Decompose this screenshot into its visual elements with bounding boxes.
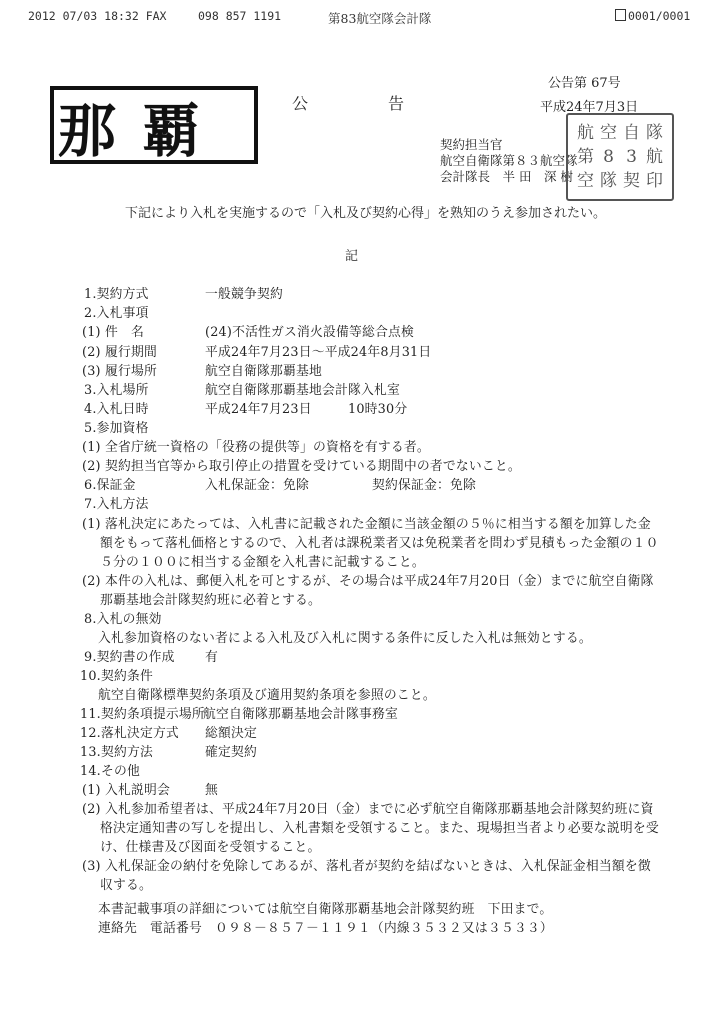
- footer-contact-note: 本書記載事項の詳細については航空自衛隊那覇基地会計隊契約班 下田まで。: [98, 902, 553, 917]
- fax-number: 098 857 1191: [198, 9, 282, 23]
- item-5-label: 5.参加資格: [84, 421, 149, 436]
- item-6-label: 6.保証金: [84, 478, 136, 493]
- intro-text: 下記により入札を実施するので「入札及び契約心得」を熟知のうえ参加されたい。: [125, 206, 607, 221]
- item-10-text: 航空自衛隊標準契約条項及び適用契約条項を参照のこと。: [98, 688, 436, 703]
- item-2-label: 2.入札事項: [84, 306, 149, 321]
- item-14-3-line-1: (3) 入札保証金の納付を免除してあるが、落札者が契約を結ばないときは、入札保証金相当額を徴: [82, 859, 651, 874]
- item-12-label: 12.落札決定方式: [80, 726, 179, 741]
- item-3-label: 3.入札場所: [84, 383, 149, 398]
- item-7-label: 7.入札方法: [84, 497, 149, 512]
- footer-phone: 連絡先 電話番号 ０９８－８５７－１１９１（内線３５３２又は３５３３）: [98, 921, 553, 936]
- item-14-3-line-2: 収する。: [100, 878, 152, 893]
- item-8-text: 入札参加資格のない者による入札及び入札に関する条件に反した入札は無効とする。: [98, 631, 592, 646]
- item-14-2-line-3: け、仕様書及び図面を受領すること。: [100, 840, 321, 855]
- item-1-value: 一般競争契約: [205, 287, 283, 302]
- item-5-2: (2) 契約担当官等から取引停止の措置を受けている期間中の者でないこと。: [82, 459, 521, 474]
- official-title: 契約担当官: [440, 137, 503, 152]
- item-14-2-line-1: (2) 入札参加希望者は、平成24年7月20日（金）までに必ず航空自衛隊那覇基地会計隊契約班に資: [82, 802, 654, 817]
- item-4-date: 平成24年7月23日: [205, 402, 312, 417]
- item-7-1-line-3: ５分の１００に相当する金額を入札書に記載すること。: [100, 555, 425, 570]
- item-12-value: 総額決定: [205, 726, 257, 741]
- notice-title-left: 公: [292, 94, 309, 113]
- seal-char: 空: [577, 171, 594, 191]
- seal-char: 航: [646, 147, 663, 167]
- item-11-value: 航空自衛隊那覇基地会計隊事務室: [203, 707, 398, 722]
- item-1-label: 1.契約方式: [84, 287, 149, 302]
- seal-char: 印: [646, 171, 663, 191]
- seal-char: 第: [577, 147, 594, 167]
- item-14-1-label: (1) 入札説明会: [82, 783, 170, 798]
- item-4-time: 10時30分: [348, 402, 408, 417]
- official-unit: 航空自衛隊第８３航空隊: [440, 153, 578, 168]
- seal-char: 8: [603, 147, 614, 167]
- notice-title-right: 告: [388, 94, 405, 113]
- fax-sender: 第83航空隊会計隊: [328, 11, 432, 26]
- fax-datetime: 2012 07/03 18:32 FAX: [28, 9, 167, 23]
- item-2-1-value: (24)不活性ガス消火設備等総合点検: [205, 325, 415, 340]
- seal-char: 隊: [646, 123, 663, 143]
- official-seal-characters: [574, 121, 666, 193]
- notice-number: 公告第 67号: [548, 76, 621, 91]
- ki-heading: 記: [345, 249, 359, 264]
- fax-page-number: 0001/0001: [628, 9, 691, 23]
- item-9-value: 有: [205, 650, 218, 665]
- item-7-1-line-2: 額をもって落札価格とするので、入札者は課税業者又は免税業者を問わず見積もった金額の１０: [100, 536, 659, 551]
- item-13-value: 確定契約: [205, 745, 257, 760]
- item-14-1-value: 無: [205, 783, 218, 798]
- item-14-label: 14.その他: [80, 764, 140, 779]
- seal-char: 航: [577, 123, 594, 143]
- official-seal: [566, 113, 674, 201]
- notice-date: 平成24年7月3日: [540, 100, 639, 115]
- seal-char: 隊: [600, 171, 617, 191]
- item-6-contract-deposit: 契約保証金：免除: [372, 478, 476, 493]
- item-9-label: 9.契約書の作成: [84, 650, 175, 665]
- item-2-2-value: 平成24年7月23日～平成24年8月31日: [205, 345, 432, 360]
- item-4-label: 4.入札日時: [84, 402, 149, 417]
- item-5-1: (1) 全省庁統一資格の「役務の提供等」の資格を有する者。: [82, 440, 430, 455]
- item-8-label: 8.入札の無効: [84, 612, 162, 627]
- item-10-label: 10.契約条件: [80, 669, 153, 684]
- fax-page-icon: [615, 9, 626, 21]
- item-2-3-label: (3) 履行場所: [82, 364, 157, 379]
- item-14-2-line-2: 格決定通知書の写しを提出し、入札書類を受領すること。また、現場担当者より必要な説明を受: [100, 821, 659, 836]
- item-7-2-line-2: 那覇基地会計隊契約班に必着とする。: [100, 593, 321, 608]
- seal-char: 契: [623, 171, 640, 191]
- naha-stamp: [50, 86, 258, 164]
- item-11-label: 11.契約条項提示場所: [80, 707, 205, 722]
- item-7-2-line-1: (2) 本件の入札は、郵便入札を可とするが、その場合は平成24年7月20日（金）までに航空自衛隊: [82, 574, 654, 589]
- item-13-label: 13.契約方法: [80, 745, 153, 760]
- item-2-3-value: 航空自衛隊那覇基地: [205, 364, 322, 379]
- official-name: 会計隊長 半 田 深 樹: [440, 169, 573, 184]
- seal-char: 自: [623, 123, 640, 143]
- item-6-bid-deposit: 入札保証金：免除: [205, 478, 309, 493]
- item-3-value: 航空自衛隊那覇基地会計隊入札室: [205, 383, 400, 398]
- item-7-1-line-1: (1) 落札決定にあたっては、入札書に記載された金額に当該金額の５％に相当する額を加算した金: [82, 517, 651, 532]
- seal-char: 3: [626, 147, 637, 167]
- item-2-2-label: (2) 履行期間: [82, 345, 157, 360]
- item-2-1-label: (1) 件 名: [82, 325, 144, 340]
- fax-page-counter: [615, 9, 690, 23]
- seal-char: 空: [600, 123, 617, 143]
- naha-stamp-text: 那覇: [58, 97, 227, 165]
